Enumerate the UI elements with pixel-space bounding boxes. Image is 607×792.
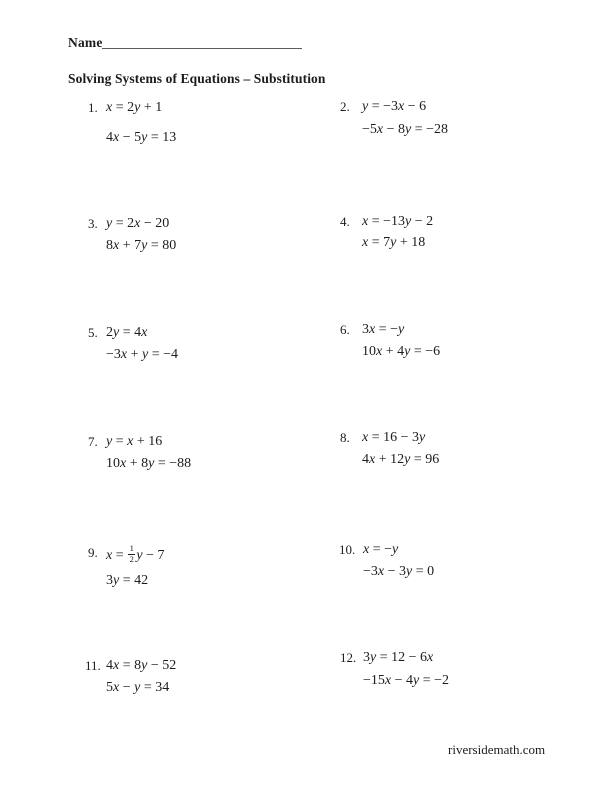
equation-line: −3x − 3y = 0 [363, 564, 435, 579]
problem-6-equations [362, 321, 440, 361]
equation-line: x = 16 − 3y [362, 430, 426, 445]
problem-5-equations [106, 324, 178, 364]
problem-1-equations [106, 99, 176, 147]
equation-line: −3x + y = −4 [106, 347, 179, 362]
equation-line: 3y = 12 − 6x [363, 650, 434, 665]
equation-line: x = 2y + 1 [106, 100, 163, 115]
name-blank-line [102, 36, 302, 49]
equation-line: −5x − 8y = −28 [362, 122, 449, 137]
equation-line: 3x = −y [362, 322, 405, 337]
problem-8-number: 8. [340, 430, 350, 445]
equation-line: y = −3x − 6 [362, 99, 427, 114]
problem-11-number: 11. [85, 658, 101, 673]
equation-line: 8x + 7y = 80 [106, 238, 177, 253]
equation-line: 4x + 12y = 96 [362, 452, 440, 467]
equation-line: 4x − 5y = 13 [106, 130, 177, 145]
problem-3-number: 3. [88, 216, 98, 231]
problem-3-equations [106, 215, 176, 255]
equation-line: 3y = 42 [106, 572, 149, 588]
problem-6-number: 6. [340, 322, 350, 337]
equation-line: 5x − y = 34 [106, 680, 170, 695]
problem-5-number: 5. [88, 325, 98, 340]
equation-line: 10x + 4y = −6 [362, 344, 441, 359]
equation-line: x = $\frac{1}{2}$ y − 7 [106, 543, 165, 565]
problem-4-number: 4. [340, 214, 350, 229]
problem-10-number: 10. [339, 542, 356, 557]
name-label: Name [68, 35, 103, 50]
problem-2-number: 2. [340, 99, 350, 114]
page-title: Solving Systems of Equations – Substitution [68, 71, 326, 86]
equation-line: x = 7y + 18 [362, 235, 426, 250]
equation-line: x = −y [363, 542, 399, 557]
problem-11-equations [106, 657, 176, 697]
equation-line: 2y = 4x [106, 325, 148, 340]
footer-website: riversidemath.com [448, 742, 546, 757]
equation-line: 4x = 8y − 52 [106, 658, 177, 673]
problem-9-equations [106, 544, 165, 590]
problem-7-number: 7. [88, 434, 98, 449]
problem-4-equations [362, 213, 433, 252]
problem-7-equations [106, 433, 191, 473]
equation-line: −15x − 4y = −2 [363, 673, 450, 688]
problem-12-equations [363, 649, 449, 690]
equation-line: x = −13y − 2 [362, 214, 434, 229]
equation-line: y = 2x − 20 [106, 216, 170, 231]
equation-line: 10x + 8y = −88 [106, 456, 192, 471]
problem-9-number: 9. [88, 545, 98, 560]
problem-2-equations [362, 98, 448, 139]
problem-12-number: 12. [340, 650, 357, 665]
problem-10-equations [363, 541, 434, 581]
problem-8-equations [362, 429, 439, 469]
equation-line: y = x + 16 [106, 434, 163, 449]
problem-1-number: 1. [88, 100, 98, 115]
